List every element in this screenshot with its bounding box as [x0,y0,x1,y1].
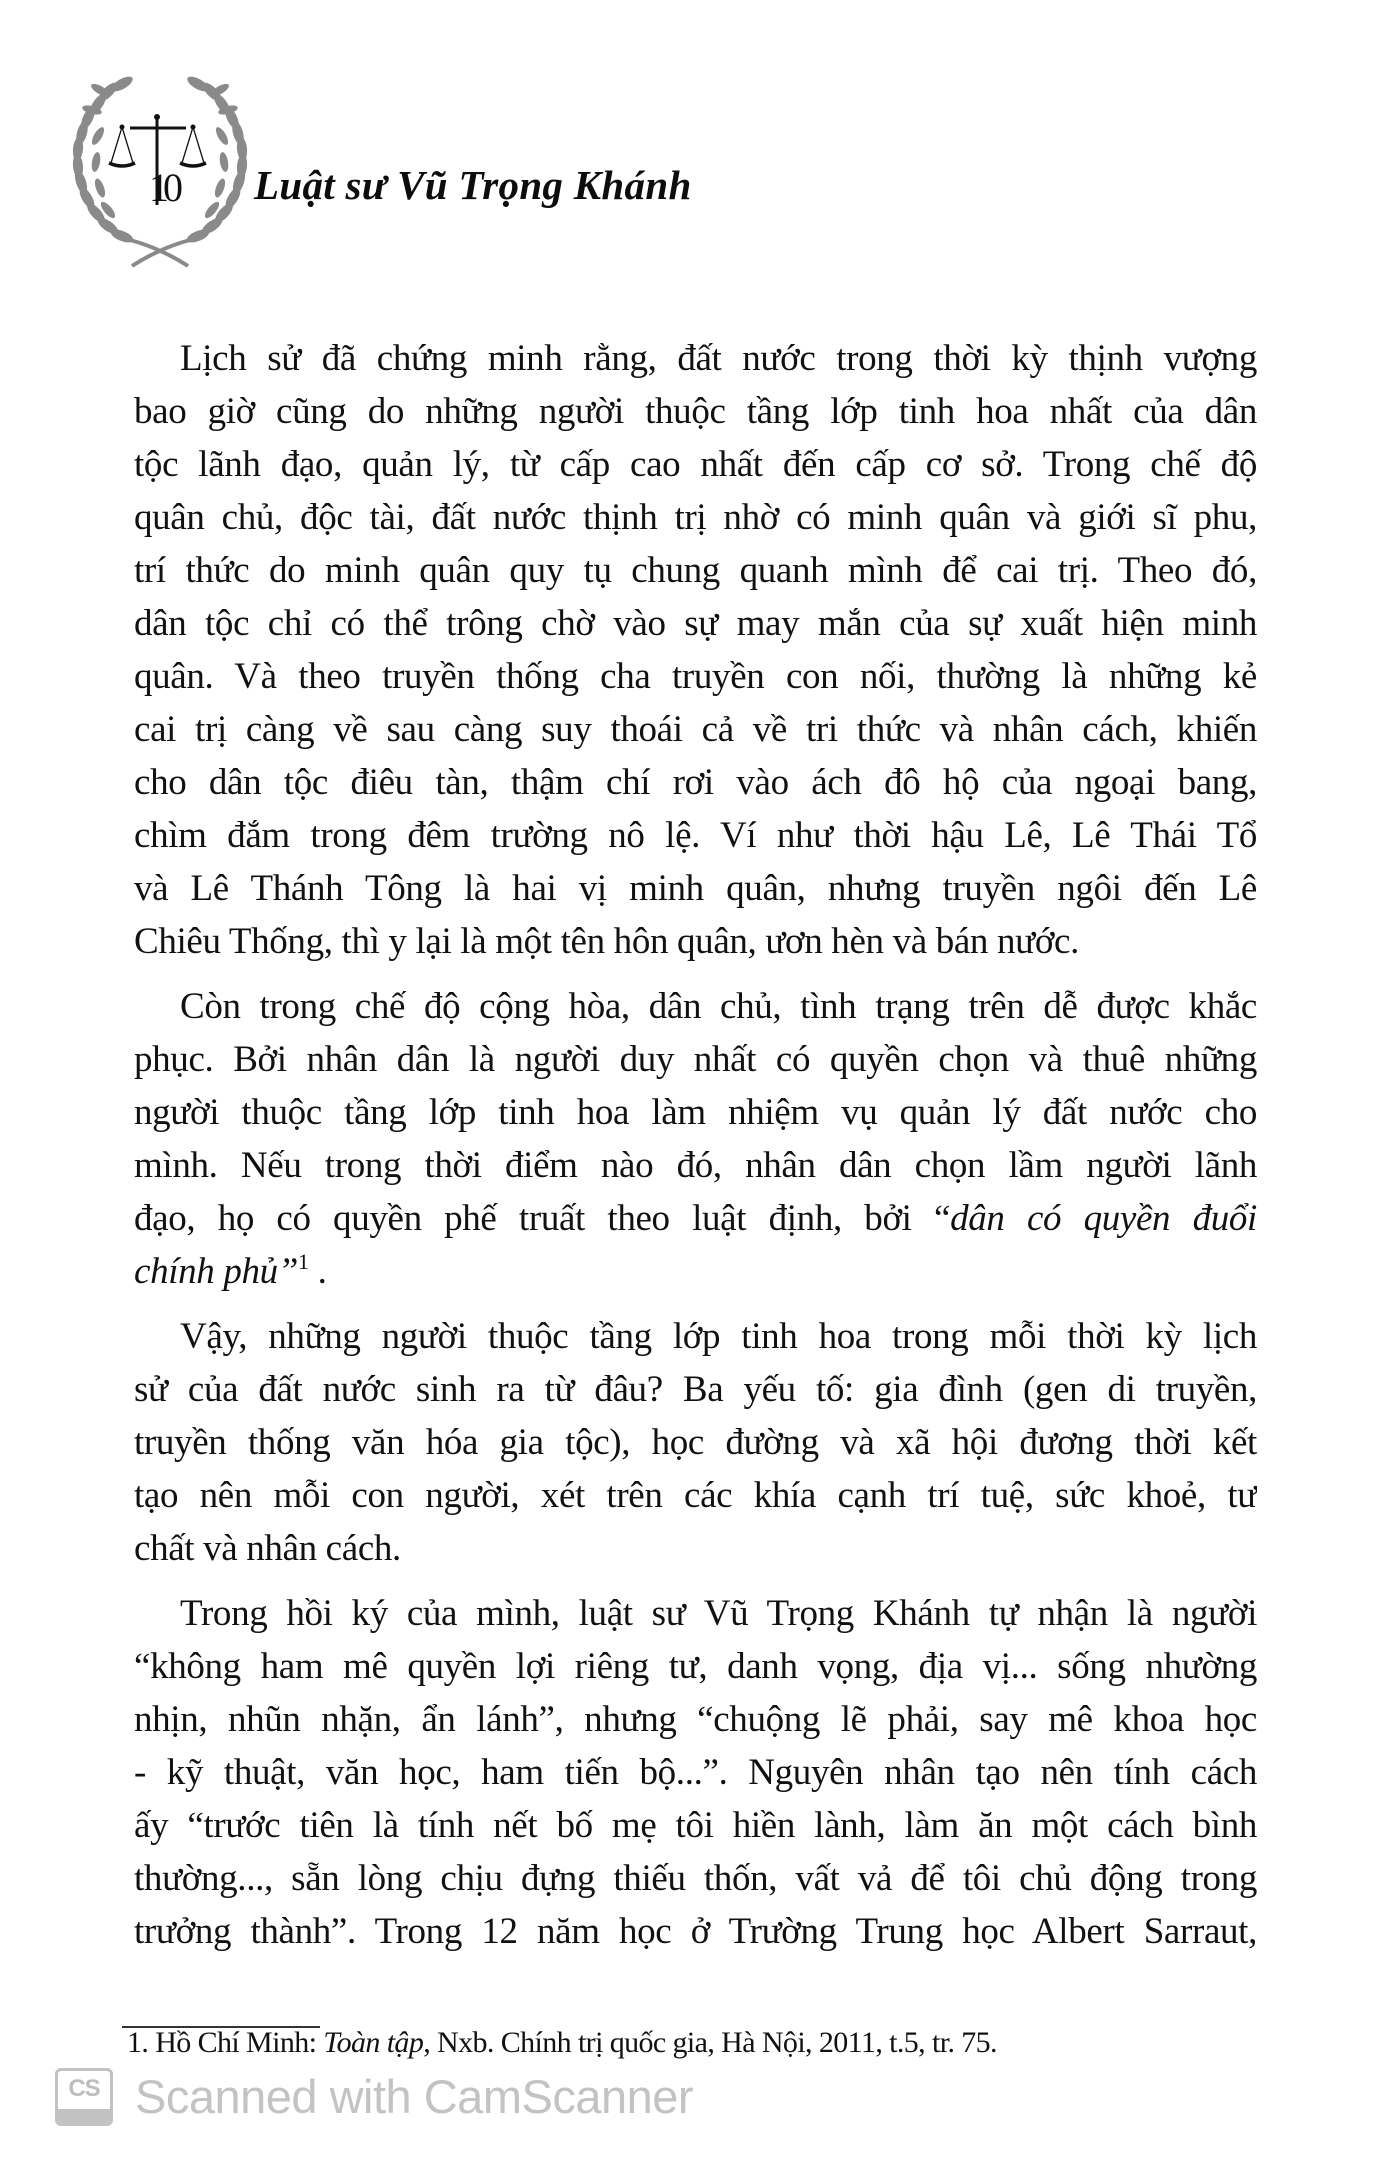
logo-bar [58,2109,110,2123]
watermark-text: Scanned with CamScanner [135,2070,694,2123]
footnote [127,2026,997,2060]
camscanner-watermark [55,2066,693,2128]
text-line: Còn trong chế độ cộng hòa, dân chủ, tình trạng trên dễ được khắc [180,986,1257,1027]
body-text [134,332,1257,1970]
paragraph-4 [134,1587,1257,1958]
text-line-with-quote [134,1192,1257,1245]
logo-text: CS [68,2075,100,2102]
italic-quote: chính phủ [134,1251,278,1292]
text-line: Chiêu Thống, thì y lại là một tên hôn quân, ươn hèn và bán nước. [134,921,1080,962]
text-line: sử của đất nước sinh ra từ đâu? Ba yếu tố: gia đình (gen di truyền, [134,1369,1257,1410]
text-run: đạo, họ có quyền phế truất theo luật định, bởi “ [134,1198,951,1239]
text-line: và Lê Thánh Tông là hai vị minh quân, nhưng truyền ngôi đến Lê [134,868,1257,909]
text-line: thường..., sẵn lòng chịu đựng thiếu thốn, vất vả để tôi chủ động trong [134,1858,1257,1899]
text-line: nhịn, nhũn nhặn, ẩn lánh”, nhưng “chuộng lẽ phải, say mê khoa học [134,1699,1257,1740]
running-header [60,70,760,270]
text-line: Lịch sử đã chứng minh rằng, đất nước trong thời kỳ thịnh vượng [180,338,1257,379]
footnote-number: 1. [127,2026,156,2059]
text-line: quân chủ, độc tài, đất nước thịnh trị nhờ có minh quân và giới sĩ phu, [134,497,1257,538]
paragraph-3 [134,1310,1257,1575]
text-line: phục. Bởi nhân dân là người duy nhất có quyền chọn và thuê những [134,1039,1257,1080]
text-line: trí thức do minh quân quy tụ chung quanh mình để cai trị. Theo đó, [134,550,1257,591]
text-line: cai trị càng về sau càng suy thoái cả về tri thức và nhân cách, khiến [134,709,1257,750]
paragraph-2 [134,980,1257,1298]
page-number: 10 [149,165,177,210]
text-run: . [308,1251,327,1292]
footnote-author: Hồ Chí Minh: [155,2026,324,2059]
text-line: Trong hồi ký của mình, luật sư Vũ Trọng Khánh tự nhận là người [180,1593,1257,1634]
text-line: bao giờ cũng do những người thuộc tầng lớp tinh hoa nhất của dân [134,391,1257,432]
text-line: cho dân tộc điêu tàn, thậm chí rơi vào ách đô hộ của ngoại bang, [134,762,1257,803]
text-line: chất và nhân cách. [134,1528,401,1569]
text-line: ấy “trước tiên là tính nết bố mẹ tôi hiền lành, làm ăn một cách bình [134,1805,1257,1846]
text-line: Vậy, những người thuộc tầng lớp tinh hoa trong mỗi thời kỳ lịch [180,1316,1257,1357]
italic-quote: dân có quyền đuổi [950,1198,1257,1239]
text-line: dân tộc chỉ có thể trông chờ vào sự may mắn của sự xuất hiện minh [134,603,1257,644]
footnote-publication: , Nxb. Chính trị quốc gia, Hà Nội, 2011, t.5, tr. 75. [423,2026,997,2059]
text-line: truyền thống văn hóa gia tộc), học đường và xã hội đương thời kết [134,1422,1257,1463]
text-line: người thuộc tầng lớp tinh hoa làm nhiệm vụ quản lý đất nước cho [134,1092,1257,1133]
text-line: quân. Và theo truyền thống cha truyền con nối, thường là những kẻ [134,656,1257,697]
text-line: tạo nên mỗi con người, xét trên các khía cạnh trí tuệ, sức khoẻ, tư [134,1475,1257,1516]
text-line-with-footnote-ref [134,1245,1257,1298]
footnote-work-title: Toàn tập [323,2026,424,2059]
text-line: tộc lãnh đạo, quản lý, từ cấp cao nhất đến cấp cơ sở. Trong chế độ [134,444,1257,485]
camscanner-logo-icon [55,2068,113,2126]
text-line: “không ham mê quyền lợi riêng tư, danh vọng, địa vị... sống nhường [134,1646,1257,1687]
quote-close: ” [277,1251,299,1292]
text-line: - kỹ thuật, văn học, ham tiến bộ...”. Nguyên nhân tạo nên tính cách [134,1752,1257,1793]
text-line: trưởng thành”. Trong 12 năm học ở Trường Trung học Albert Sarraut, [134,1911,1257,1952]
paragraph-1 [134,332,1257,968]
text-line: chìm đắm trong đêm trường nô lệ. Ví như thời hậu Lê, Lê Thái Tổ [134,815,1257,856]
running-title: Luật sư Vũ Trọng Khánh [254,162,692,208]
text-line: mình. Nếu trong thời điểm nào đó, nhân dân chọn lầm người lãnh [134,1145,1257,1186]
footnote-reference[interactable]: 1 [298,1249,309,1274]
